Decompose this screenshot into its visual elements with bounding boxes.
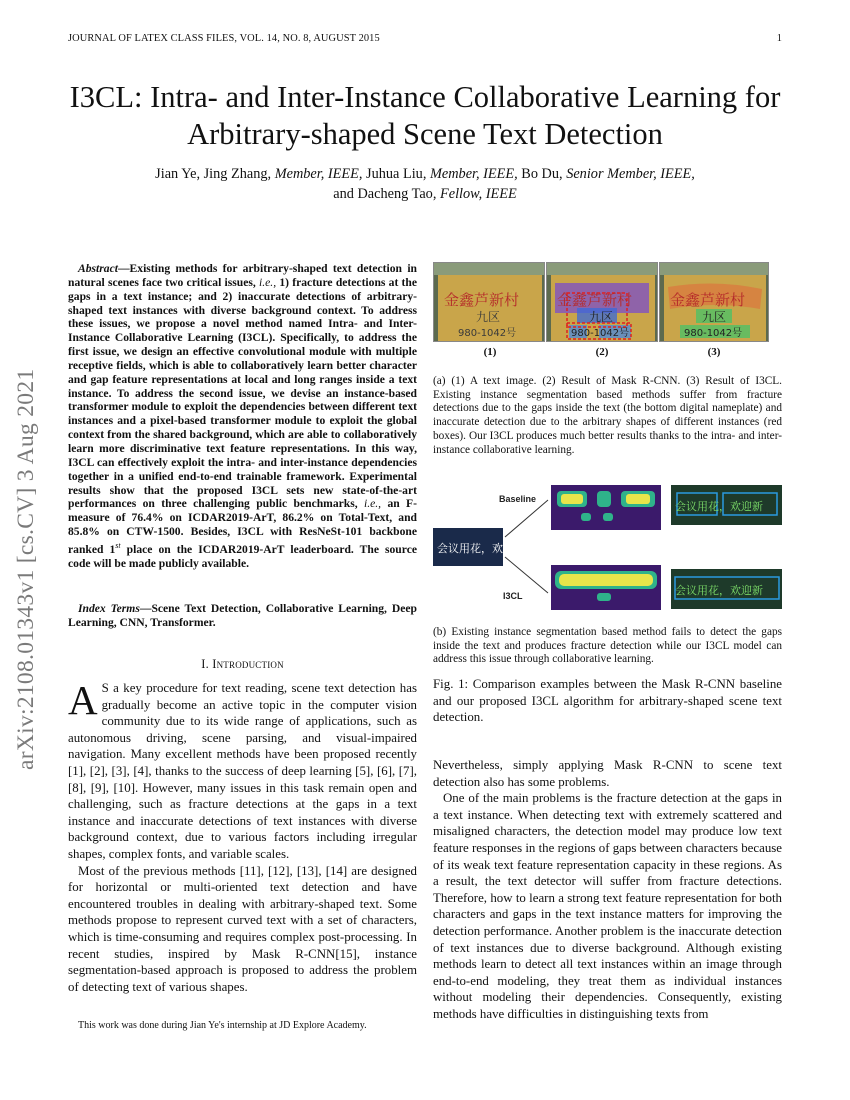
drop-cap: A: [68, 677, 98, 723]
author-names-2: Juhua Liu,: [366, 166, 427, 182]
section-number: I.: [201, 657, 209, 671]
figure-main-caption: Fig. 1: Comparison examples between the Mask R-CNN baseline and our proposed I3CL algorithm for arbitrary-shaped scene text detection.: [433, 677, 782, 725]
panel-label-2: (2): [595, 346, 609, 358]
paper-title: I3CL: Intra- and Inter-Instance Collaborative Learning for Arbitrary-shaped Scene Text Detection: [69, 80, 781, 151]
sign-text-num-1: 980-1042号: [458, 328, 517, 339]
sign-text-mid-2: 九区: [589, 310, 614, 324]
author-role-4: Fellow, IEEE: [439, 186, 517, 202]
sign-text-num-2: 980-1042号: [571, 328, 630, 339]
author-role-3: Senior Member, IEEE,: [566, 166, 695, 182]
abstract-text-4: place on the ICDAR2019-ArT leaderboard. The source code will be made publicly available.: [68, 542, 417, 570]
running-header: [68, 33, 782, 44]
author-role-1: Member, IEEE,: [274, 166, 363, 182]
i3cl-label: I3CL: [503, 591, 523, 601]
right-column-body: [433, 757, 782, 1023]
figure-panel-i3cl: [659, 262, 769, 342]
figure-panel-maskrcnn: [546, 262, 658, 342]
author-names-1: Jian Ye, Jing Zhang,: [155, 166, 272, 182]
figure-b: [433, 485, 782, 615]
baseline-led-text: 会议用花，欢迎新: [675, 500, 763, 513]
sign-text-num-3: 980-1042号: [684, 328, 743, 339]
section-heading: [68, 657, 417, 672]
figure-panel-original: [433, 262, 545, 342]
index-terms-text: —Scene Text Detection, Collaborative Learning, Deep Learning, CNN, Transformer.: [68, 602, 417, 629]
intro-paragraph-1-text: S a key procedure for text reading, scene text detection has gradually become an active topic in the computer vision community due to its wide range of applications, such as autonomous driving, scene parsing, and visual-impaired navigation. Many excellent methods have been proposed recently [1], [2], [3], [4], thanks to the success of deep learning [5], [6], [7], [8], [9], [10]. However, many issues in this task remain open and challenging, such as fracture detections at the gaps in a text instance and inaccurate detections of text instances with diverse background context, due to various factors including irregular shapes, complex fonts, and variable scales.: [68, 681, 417, 861]
abstract-superscript: st: [115, 540, 121, 550]
panel-label-3: (3): [707, 346, 721, 358]
intro-paragraph-2: Most of the previous methods [11], [12], [13], [14] are designed for horizontal or multi-oriented text detection and have encountered troubles in dealing with arbitrary-shaped text. Some methods propose to represent curved text with a set of characters, which is time-consuming and requires complex post-processing. In recent studies, inspired by Mask R-CNN[15], instance segmentation-based approach is proposed to address the problem of detecting text of various shapes.: [68, 863, 417, 994]
right-paragraph-0: Nevertheless, simply applying Mask R-CNN to scene text detection also has some problems.: [433, 758, 782, 789]
page-number: 1: [776, 33, 782, 44]
baseline-label: Baseline: [499, 494, 537, 504]
sign-text-top-1: 金鑫芦新村: [444, 291, 520, 309]
sign-text-top-3: 金鑫芦新村: [670, 291, 746, 309]
sign-text-mid-1: 九区: [476, 310, 501, 324]
sign-image-original: [434, 263, 545, 342]
panel-label-1: (1): [483, 346, 497, 358]
author-list: [40, 164, 810, 204]
abstract-text-2: 1) fracture detections at the gaps in a text instance; and 2) inaccurate detections of arbitrary-shaped text instances with diverse background context. To address these issues, we propose a novel method named Intra- and Inter-Instance Collaborative Learning (I3CL). Specifically, to address the first issue, we design an effective convolutional module with multiple receptive fields, which is able to collaboratively learn better character and gap feature representations at local and long ranges inside a text instance. To address the second issue, we devise an instance-based transformer module to exploit the dependencies between different text instances and a pixel-based transformer module to exploit the global context from the shared background, which are able to collaboratively learn more discriminative text feature representations. In this way, I3CL can effectively exploit the intra- and inter-instance dependencies together in a unified end-to-end trainable framework. Experimental results show that the proposed I3CL sets new state-of-the-art performances on three challenging public benchmarks,: [68, 275, 417, 511]
sign-image-i3cl: [660, 263, 769, 342]
footnote: This work was done during Jian Ye's internship at JD Explore Academy.: [78, 1020, 367, 1031]
abstract-ie-1: i.e.,: [259, 275, 277, 289]
abstract-ie-2: i.e.,: [364, 497, 382, 511]
abstract-text-3: an F-measure of 76.4% on ICDAR2019-ArT, 86.2% on Total-Text, and 85.8% on CTW-1500. Besides, I3CL with ResNeSt-101 backbone ranked 1: [68, 497, 417, 556]
author-role-2: Member, IEEE,: [429, 166, 518, 182]
intro-paragraph-1: [68, 677, 417, 863]
figure-caption-a: (a) (1) A text image. (2) Result of Mask R-CNN. (3) Result of I3CL. Existing instance segmentation based methods suffer from fracture detections due to the gaps inside the text (the bottom digital nameplate) and inaccurate detection due to the arbitrary shapes of different instances (red boxes). Our I3CL produces much better results thanks to the intra- and inter-instance collaborative learning.: [433, 375, 782, 456]
author-names-3: Bo Du,: [521, 166, 563, 182]
abstract-label: Abstract: [78, 262, 118, 275]
sign-image-maskrcnn: [547, 263, 658, 342]
sign-text-mid-3: 九区: [702, 310, 727, 324]
figure-caption-b: (b) Existing instance segmentation based method fails to detect the gaps inside the text and produces fracture detection while our I3CL model can address this issue through collaborative learning.: [433, 626, 782, 666]
journal-name: JOURNAL OF LATEX CLASS FILES, VOL. 14, NO. 8, AUGUST 2015: [68, 33, 380, 44]
i3cl-led-text: 会议用花，欢迎新: [675, 584, 763, 597]
author-names-4: and Dacheng Tao,: [333, 186, 437, 202]
right-paragraph-1: One of the main problems is the fracture detection at the gaps in a text instance. When detecting text with extremely scattered and misaligned characters, the detection model may produce low text feature responses in the regions of gaps between characters because of its weak text feature representation capacity in these regions. As a result, the text detector will suffer from fracture detections. Therefore, how to learn a strong text feature representation for both characters and gaps in the text instance matters for improving the detection performance. Another problem is the inaccurate detection of text instances due to diverse background. Although existing methods learn to detect all text instances within an image through end-to-end modeling, they treat them as individual instances without modeling their dependencies. Consequently, existing methods have difficulties in distinguishing texts from: [433, 791, 782, 1021]
arxiv-identifier[interactable]: arXiv:2108.01343v1 [cs.CV] 3 Aug 2021: [13, 368, 39, 770]
index-terms: [68, 602, 417, 630]
introduction-body: [68, 677, 417, 995]
sign-text-top-2: 金鑫芦新村: [557, 291, 633, 309]
abstract: [68, 262, 417, 570]
figure-b-diagram: [433, 485, 782, 615]
section-title: Introduction: [212, 657, 284, 671]
led-input-text: 会议用花，欢迎新: [437, 542, 525, 555]
abstract-text-1: —Existing methods for arbitrary-shaped text detection in natural scenes face two critical issues,: [68, 262, 417, 289]
index-terms-label: Index Terms: [78, 602, 140, 615]
